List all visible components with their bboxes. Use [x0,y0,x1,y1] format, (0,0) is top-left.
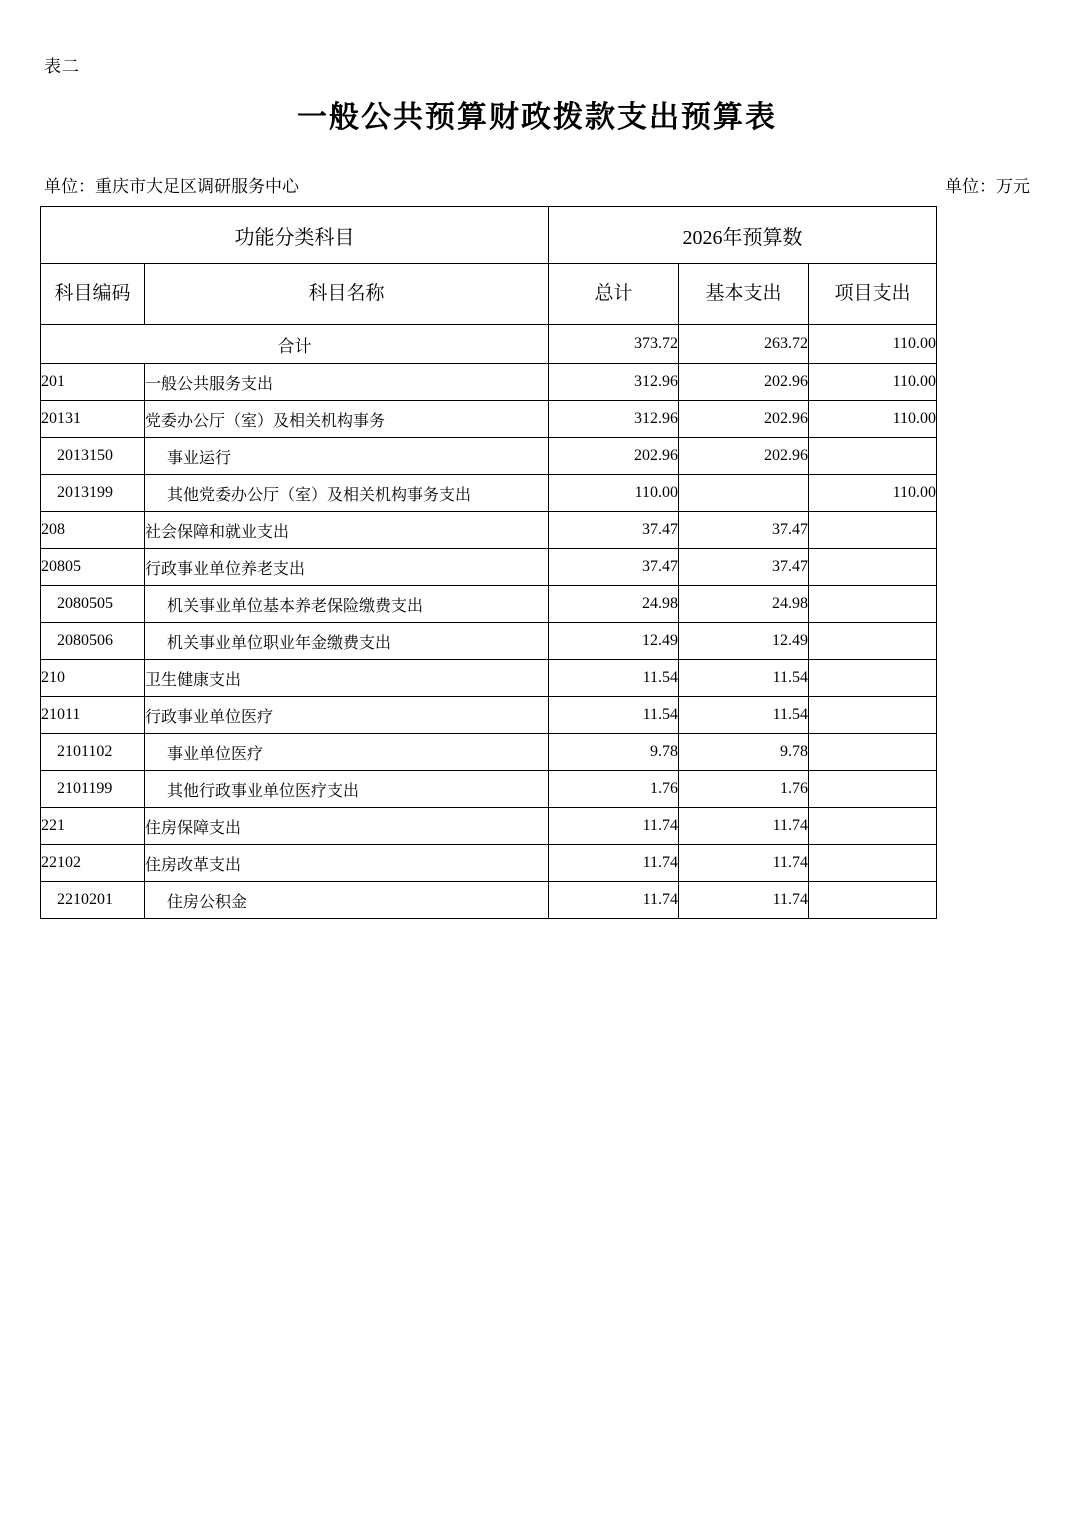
cell-basic: 37.47 [679,549,809,586]
cell-total: 11.74 [549,882,679,919]
table-body [41,207,937,919]
cell-name: 机关事业单位基本养老保险缴费支出 [145,586,549,623]
cell-name: 住房公积金 [145,882,549,919]
cell-basic: 24.98 [679,586,809,623]
cell-project [809,586,937,623]
header-col-code: 科目编码 [41,264,145,325]
cell-total: 11.74 [549,808,679,845]
cell-code: 21011 [41,697,145,734]
cell-name: 卫生健康支出 [145,660,549,697]
cell-basic: 202.96 [679,401,809,438]
budget-table [40,206,937,919]
table-row [41,364,937,401]
header-col-basic: 基本支出 [679,264,809,325]
cell-code: 2101102 [41,734,145,771]
cell-project [809,549,937,586]
cell-project [809,438,937,475]
cell-project [809,734,937,771]
cell-basic: 9.78 [679,734,809,771]
cell-project: 110.00 [809,401,937,438]
cell-code: 2080506 [41,623,145,660]
cell-code: 22102 [41,845,145,882]
cell-name: 一般公共服务支出 [145,364,549,401]
cell-name: 社会保障和就业支出 [145,512,549,549]
table-row [41,771,937,808]
meta-row [44,172,1030,197]
cell-project [809,512,937,549]
cell-name: 行政事业单位医疗 [145,697,549,734]
cell-code: 221 [41,808,145,845]
page-title: 一般公共预算财政拨款支出预算表 [297,101,777,134]
table-row [41,549,937,586]
cell-name: 其他行政事业单位医疗支出 [145,771,549,808]
cell-name: 住房改革支出 [145,845,549,882]
cell-total: 202.96 [549,438,679,475]
cell-project [809,845,937,882]
cell-project: 110.00 [809,364,937,401]
cell-total: 312.96 [549,401,679,438]
header-budget-year: 2026年预算数 [549,207,937,264]
table-row-total [41,325,937,364]
table-row [41,475,937,512]
cell-name: 行政事业单位养老支出 [145,549,549,586]
table-row [41,660,937,697]
table-row [41,401,937,438]
cell-total: 1.76 [549,771,679,808]
total-label: 合计 [41,325,549,364]
cell-total: 110.00 [549,475,679,512]
currency-unit: 单位：万元 [945,177,1030,196]
cell-name: 住房保障支出 [145,808,549,845]
cell-code: 2013199 [41,475,145,512]
header-functional-classification: 功能分类科目 [41,207,549,264]
total-value-project: 110.00 [809,325,937,364]
table-row [41,808,937,845]
header-sub-row [41,264,937,325]
cell-basic: 11.54 [679,697,809,734]
cell-project [809,771,937,808]
cell-basic: 11.74 [679,845,809,882]
cell-project [809,697,937,734]
cell-project [809,882,937,919]
cell-code: 20131 [41,401,145,438]
cell-code: 2101199 [41,771,145,808]
table-row [41,512,937,549]
cell-name: 其他党委办公厅（室）及相关机构事务支出 [145,475,549,512]
cell-total: 12.49 [549,623,679,660]
cell-code: 2210201 [41,882,145,919]
cell-basic: 202.96 [679,438,809,475]
cell-code: 2013150 [41,438,145,475]
cell-basic [679,475,809,512]
cell-code: 210 [41,660,145,697]
cell-code: 201 [41,364,145,401]
header-col-name: 科目名称 [145,264,549,325]
cell-code: 20805 [41,549,145,586]
table-row [41,845,937,882]
cell-basic: 11.74 [679,882,809,919]
cell-basic: 11.54 [679,660,809,697]
cell-name: 事业运行 [145,438,549,475]
cell-project: 110.00 [809,475,937,512]
table-row [41,697,937,734]
cell-total: 9.78 [549,734,679,771]
cell-name: 党委办公厅（室）及相关机构事务 [145,401,549,438]
cell-total: 37.47 [549,549,679,586]
header-col-total: 总计 [549,264,679,325]
cell-project [809,808,937,845]
cell-total: 24.98 [549,586,679,623]
cell-name: 机关事业单位职业年金缴费支出 [145,623,549,660]
cell-basic: 37.47 [679,512,809,549]
header-col-project: 项目支出 [809,264,937,325]
total-value-basic: 263.72 [679,325,809,364]
cell-project [809,623,937,660]
unit-name: 单位：重庆市大足区调研服务中心 [44,177,299,196]
table-row [41,734,937,771]
cell-project [809,660,937,697]
cell-code: 2080505 [41,586,145,623]
table-row [41,586,937,623]
cell-basic: 202.96 [679,364,809,401]
table-row [41,882,937,919]
cell-total: 312.96 [549,364,679,401]
total-value-total: 373.72 [549,325,679,364]
table-row [41,438,937,475]
cell-basic: 1.76 [679,771,809,808]
cell-name: 事业单位医疗 [145,734,549,771]
cell-basic: 12.49 [679,623,809,660]
cell-total: 11.54 [549,660,679,697]
table-row [41,623,937,660]
sheet-label: 表二 [44,57,80,76]
cell-total: 37.47 [549,512,679,549]
cell-code: 208 [41,512,145,549]
header-group-row [41,207,937,264]
cell-total: 11.54 [549,697,679,734]
cell-total: 11.74 [549,845,679,882]
cell-basic: 11.74 [679,808,809,845]
